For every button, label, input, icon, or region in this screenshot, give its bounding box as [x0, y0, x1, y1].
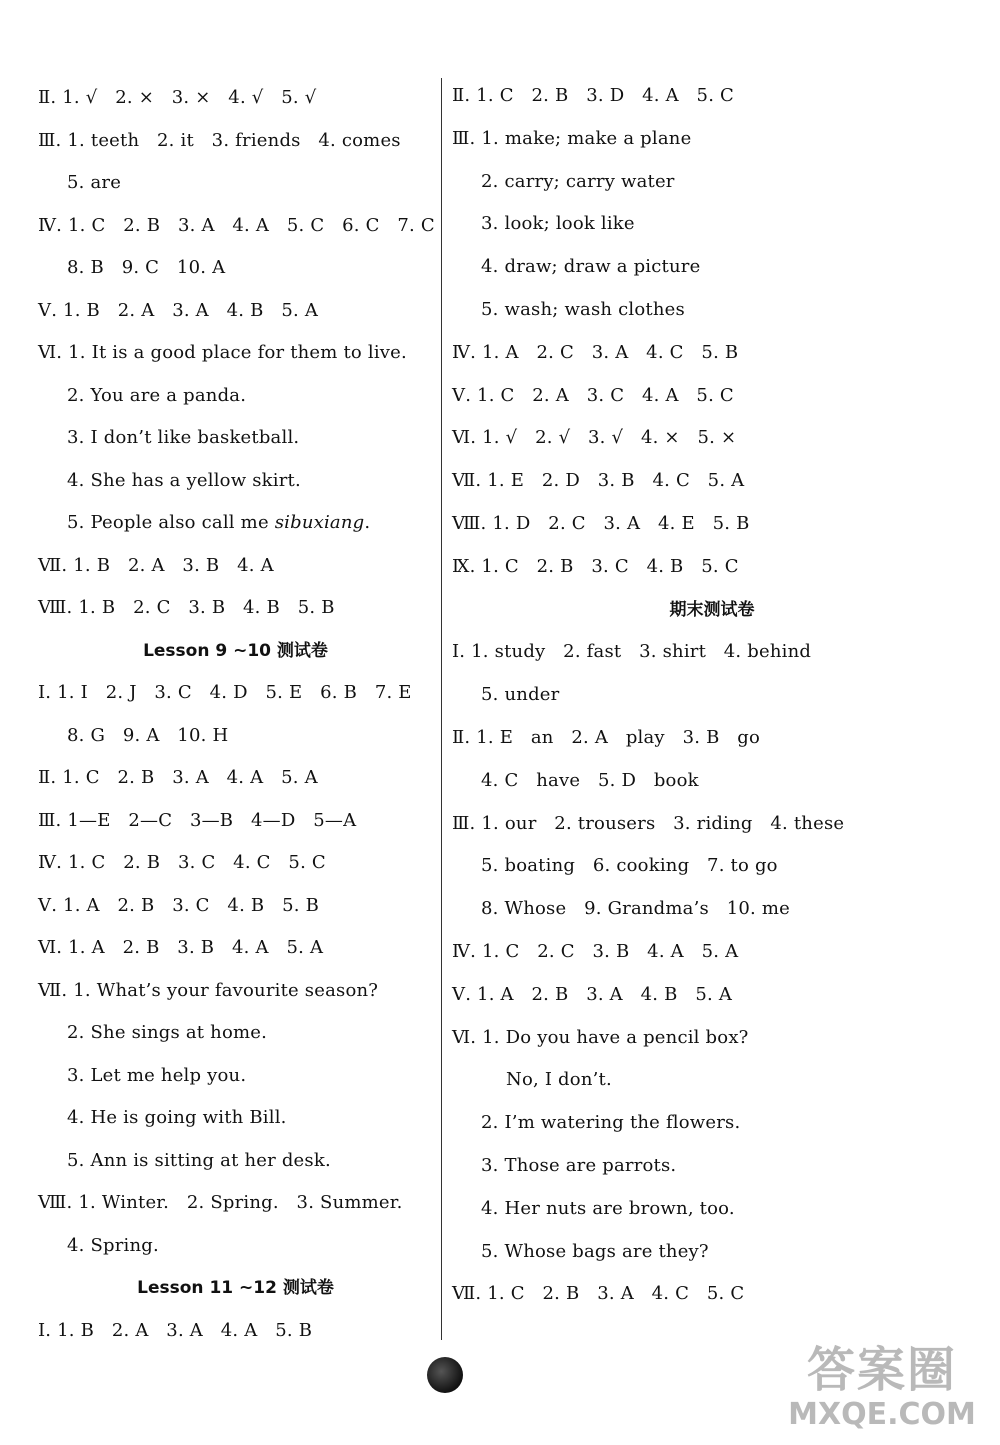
- page-number-badge: [427, 1357, 463, 1393]
- section-heading: Lesson 9 ~10 测试卷: [143, 640, 328, 661]
- answer-line: Ⅱ. 1. √ 2. × 3. × 4. √ 5. √: [38, 87, 317, 108]
- answer-line: Ⅱ. 1. E an 2. A play 3. B go: [452, 727, 761, 748]
- column-divider: [441, 78, 442, 1340]
- answer-line: Ⅴ. 1. A 2. B 3. A 4. B 5. A: [452, 983, 733, 1005]
- answer-line: 4. draw; draw a picture: [481, 256, 701, 278]
- answer-line: 4. C have 5. D book: [481, 769, 699, 791]
- answer-line: Ⅳ. 1. C 2. C 3. B 4. A 5. A: [452, 941, 739, 962]
- answer-line: Ⅵ. 1. A 2. B 3. B 4. A 5. A: [38, 937, 324, 958]
- answer-line: No, I don’t.: [506, 1069, 612, 1091]
- answer-line: 8. G 9. A 10. H: [67, 724, 229, 746]
- answer-line: 3. I don’t like basketball.: [67, 427, 300, 448]
- section-heading: Lesson 11 ~12 测试卷: [137, 1278, 334, 1298]
- answer-line: 4. She has a yellow skirt.: [67, 469, 301, 491]
- answer-line: Ⅴ. 1. B 2. A 3. A 4. B 5. A: [38, 299, 319, 321]
- answer-line: Ⅶ. 1. What’s your favourite season?: [38, 979, 379, 1001]
- answer-line: Ⅷ. 1. D 2. C 3. A 4. E 5. B: [452, 513, 750, 534]
- answer-line: Ⅱ. 1. C 2. B 3. D 4. A 5. C: [452, 85, 735, 106]
- answer-line: Ⅴ. 1. A 2. B 3. C 4. B 5. B: [38, 894, 320, 916]
- answer-line: Ⅲ. 1—E 2—C 3—B 4—D 5—A: [38, 809, 357, 831]
- answer-line: 4. He is going with Bill.: [67, 1107, 287, 1128]
- answer-line: 5. People also call me sibuxiang.: [67, 512, 371, 533]
- answer-line: Ⅲ. 1. make; make a plane: [452, 127, 692, 149]
- answer-line: Ⅱ. 1. C 2. B 3. A 4. A 5. A: [38, 767, 318, 788]
- answer-line: 8. Whose 9. Grandma’s 10. me: [481, 898, 790, 920]
- section-heading: 期末测试卷: [669, 599, 755, 620]
- answer-line: 5. Ann is sitting at her desk.: [67, 1149, 331, 1171]
- answer-line: Ⅶ. 1. C 2. B 3. A 4. C 5. C: [452, 1283, 745, 1305]
- answer-line: 5. Whose bags are they?: [481, 1240, 709, 1262]
- answer-line: 2. carry; carry water: [481, 170, 675, 192]
- answer-line: 5. boating 6. cooking 7. to go: [481, 855, 778, 877]
- answer-line: Ⅳ. 1. A 2. C 3. A 4. C 5. B: [452, 341, 739, 363]
- answer-line: Ⅰ. 1. I 2. J 3. C 4. D 5. E 6. B 7. E: [38, 682, 412, 703]
- answer-line: 2. She sings at home.: [67, 1022, 268, 1043]
- answer-line: 8. B 9. C 10. A: [67, 257, 226, 278]
- answer-line: Ⅵ. 1. It is a good place for them to live.: [38, 342, 407, 363]
- answer-line: 3. Let me help you.: [67, 1064, 247, 1086]
- watermark: [772, 1342, 992, 1437]
- answer-line: Ⅷ. 1. Winter. 2. Spring. 3. Summer.: [38, 1192, 403, 1213]
- answer-line: Ⅰ. 1. study 2. fast 3. shirt 4. behind: [452, 641, 812, 663]
- answer-line: Ⅶ. 1. B 2. A 3. B 4. A: [38, 554, 274, 576]
- answer-line: 2. You are a panda.: [67, 384, 247, 406]
- answer-line: Ⅳ. 1. C 2. B 3. C 4. C 5. C: [38, 852, 326, 873]
- answer-line: 3. Those are parrots.: [481, 1155, 677, 1176]
- answer-line: Ⅵ. 1. √ 2. √ 3. √ 4. × 5. ×: [452, 427, 737, 449]
- answer-line: Ⅴ. 1. C 2. A 3. C 4. A 5. C: [452, 384, 734, 406]
- answer-line: Ⅳ. 1. C 2. B 3. A 4. A 5. C 6. C 7. C: [38, 214, 435, 236]
- answer-line: 5. are: [67, 172, 122, 193]
- answer-line: Ⅷ. 1. B 2. C 3. B 4. B 5. B: [38, 597, 335, 618]
- answer-line: 4. Spring.: [67, 1234, 159, 1256]
- answer-line: 5. under: [481, 684, 560, 706]
- answer-line: 5. wash; wash clothes: [481, 299, 685, 320]
- answer-line: Ⅶ. 1. E 2. D 3. B 4. C 5. A: [452, 470, 745, 492]
- answer-line: Ⅸ. 1. C 2. B 3. C 4. B 5. C: [452, 555, 739, 577]
- answer-line: 3. look; look like: [481, 213, 635, 235]
- answer-line: Ⅲ. 1. teeth 2. it 3. friends 4. comes: [38, 129, 401, 151]
- answer-line: Ⅵ. 1. Do you have a pencil box?: [452, 1026, 749, 1048]
- watermark-url: MXQE.COM: [788, 1397, 976, 1432]
- answer-line: 4. Her nuts are brown, too.: [481, 1197, 735, 1219]
- answer-line: 2. I’m watering the flowers.: [481, 1112, 741, 1134]
- answer-line: Ⅲ. 1. our 2. trousers 3. riding 4. these: [452, 812, 845, 834]
- answer-line: Ⅰ. 1. B 2. A 3. A 4. A 5. B: [38, 1319, 313, 1341]
- watermark-logo-text: 答案圈: [806, 1342, 957, 1398]
